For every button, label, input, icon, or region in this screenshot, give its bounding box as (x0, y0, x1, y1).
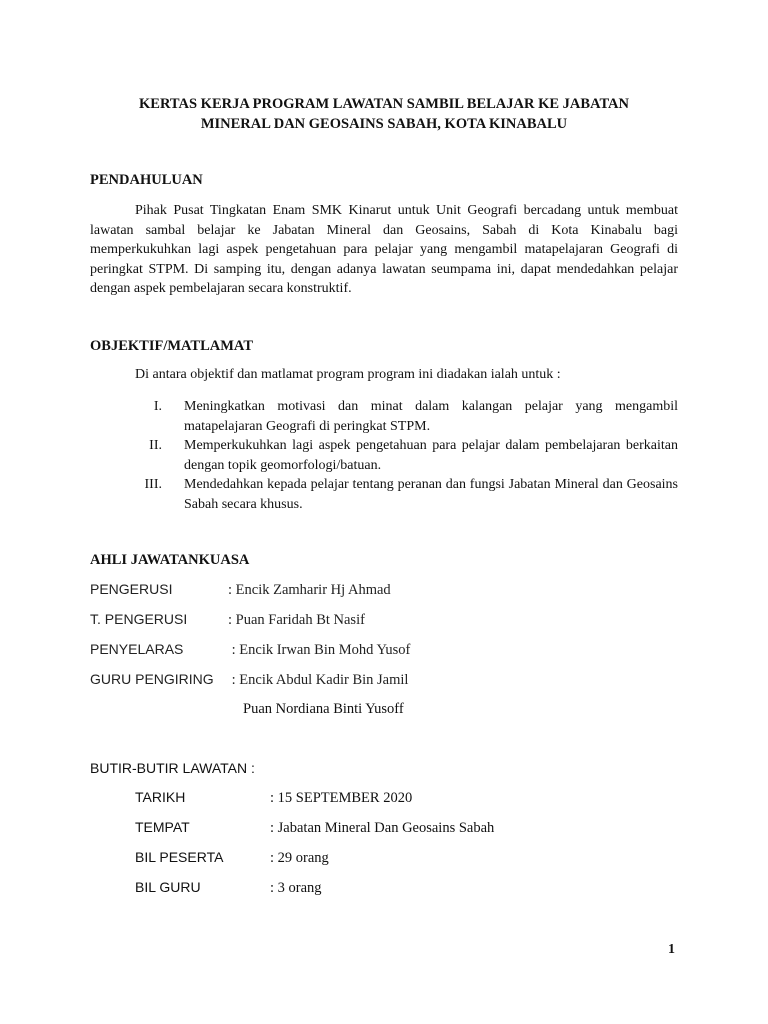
committee-member: : Encik Irwan Bin Mohd Yusof (228, 642, 411, 658)
detail-value: : 15 SEPTEMBER 2020 (270, 790, 413, 806)
list-item-number: II. (149, 438, 162, 453)
committee-role: GURU PENGIRING (90, 671, 214, 687)
list-item (130, 397, 678, 436)
list-item (130, 436, 678, 475)
detail-label: BIL GURU (135, 879, 201, 895)
heading-butir-lawatan: BUTIR-BUTIR LAWATAN : (90, 760, 255, 776)
list-item-number: III. (144, 477, 162, 492)
committee-row (90, 641, 410, 659)
pendahuluan-text: Pihak Pusat Tingkatan Enam SMK Kinarut untuk Unit Geografi bercadang untuk membuat lawatan sambal belajar ke Jabatan Mineral dan Geosains, Sabah di Kota Kinabalu bagi memperkukuhkan lagi aspek pengetahuan para pelajar yang mengambil matapelajaran Geografi di peringkat STPM. Di samping itu, dengan adanya lawatan seumpama ini, dapat mendedahkan pelajar dengan aspek pembelajaran secara konstruktif. (90, 203, 678, 296)
title-line-1: KERTAS KERJA PROGRAM LAWATAN SAMBIL BELAJAR KE JABATAN (139, 96, 629, 112)
list-item-text: Meningkatkan motivasi dan minat dalam kalangan pelajar yang mengambil matapelajaran Geografi di peringkat STPM. (184, 399, 678, 434)
title-line-2: MINERAL DAN GEOSAINS SABAH, KOTA KINABALU (200, 116, 568, 132)
committee-role: T. PENGERUSI (90, 611, 188, 627)
heading-ahli-jawatankuasa: AHLI JAWATANKUASA (90, 552, 250, 568)
committee-row (90, 671, 408, 689)
objektif-intro: Di antara objektif dan matlamat program program ini diadakan ialah untuk : (135, 367, 561, 382)
list-item-text: Memperkukuhkan lagi aspek pengetahuan para pelajar dalam pembelajaran berkaitan dengan topik geomorfologi/batuan. (184, 438, 678, 473)
pendahuluan-paragraph (90, 201, 678, 299)
committee-member: : Encik Zamharir Hj Ahmad (228, 582, 391, 598)
detail-value: : 29 orang (270, 850, 329, 866)
list-item-text: Mendedahkan kepada pelajar tentang peranan dan fungsi Jabatan Mineral dan Geosains Sabah secara khusus. (184, 477, 678, 512)
page-number: 1 (668, 942, 675, 957)
committee-row (90, 581, 391, 599)
detail-value: : Jabatan Mineral Dan Geosains Sabah (270, 820, 495, 836)
detail-label: TEMPAT (135, 819, 190, 835)
detail-row (135, 819, 494, 837)
detail-label: BIL PESERTA (135, 849, 224, 865)
document-title (90, 94, 678, 134)
committee-role: PENGERUSI (90, 581, 173, 597)
committee-row (90, 611, 365, 629)
heading-pendahuluan: PENDAHULUAN (90, 172, 203, 188)
list-item (130, 475, 678, 514)
committee-member: : Puan Faridah Bt Nasif (228, 612, 365, 628)
list-item-number: I. (153, 399, 162, 414)
detail-label: TARIKH (135, 789, 186, 805)
detail-row (135, 849, 329, 867)
committee-member: : Encik Abdul Kadir Bin Jamil (228, 672, 409, 688)
objektif-list (130, 397, 678, 514)
heading-objektif: OBJEKTIF/MATLAMAT (90, 338, 253, 354)
detail-value: : 3 orang (270, 880, 322, 896)
detail-row (135, 879, 322, 897)
committee-member-continuation: Puan Nordiana Binti Yusoff (243, 701, 404, 717)
detail-row (135, 789, 412, 807)
committee-role: PENYELARAS (90, 641, 184, 657)
